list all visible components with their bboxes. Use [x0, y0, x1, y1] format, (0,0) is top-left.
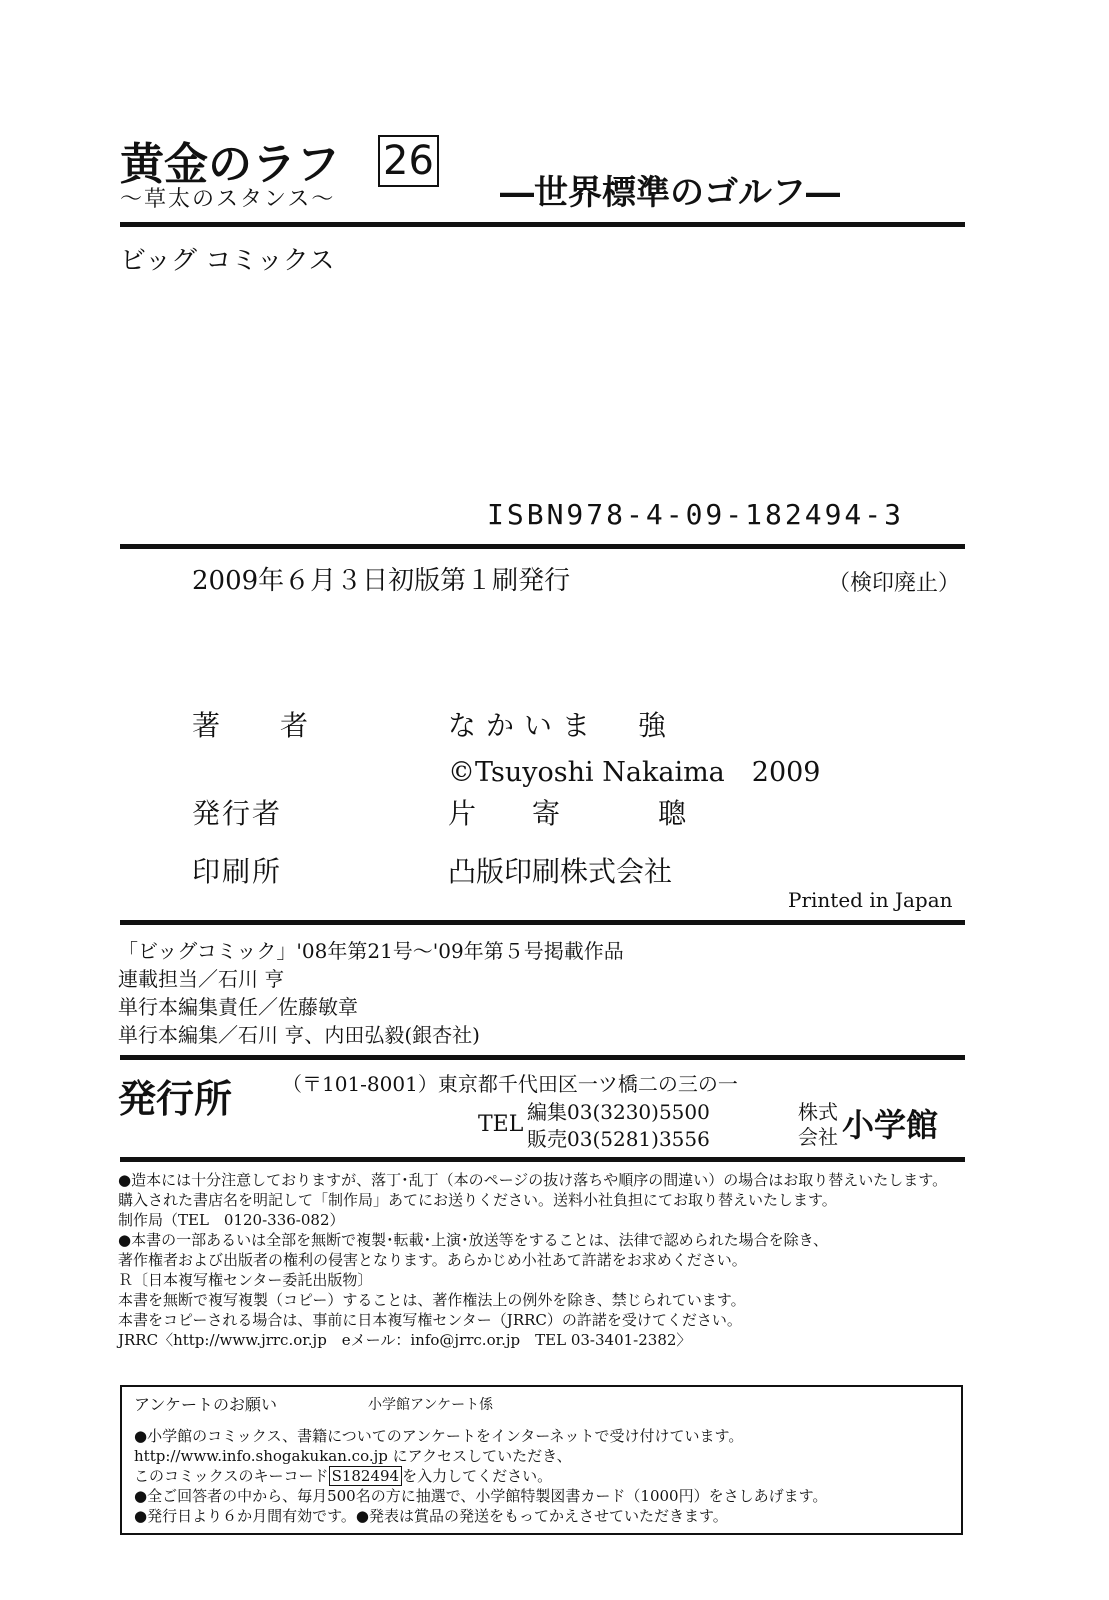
notice-line: Ｒ〔日本複写権センター委託出版物〕: [118, 1271, 373, 1289]
tel-edit: 編集03(3230)5500: [527, 1100, 710, 1124]
credit-role-publisher: 発行者: [192, 797, 283, 830]
notice-line: 本書をコピーされる場合は、事前に日本複写権センター（JRRC）の許諾を受けてください。: [118, 1311, 742, 1329]
publication-date: 2009年６月３日初版第１刷発行: [192, 566, 571, 596]
printed-in-japan: Printed in Japan: [788, 888, 953, 912]
staff-line: 連載担当／石川 亨: [118, 967, 285, 991]
keycode: S182494: [329, 1466, 403, 1486]
tel-sales: 販売03(5281)3556: [527, 1127, 710, 1151]
publisher-rule: [120, 1157, 965, 1162]
credit-author: なかいま 強: [448, 709, 677, 742]
survey-line: ●発行日より６か月間有効です。●発表は賞品の発送をもってかえさせていただきます。: [134, 1507, 728, 1525]
survey-line: ●小学館のコミックス、書籍についてのアンケートをインターネットで受け付けています。: [134, 1427, 744, 1445]
survey-dept: 小学館アンケート係: [368, 1397, 494, 1413]
corp-prefix: 株式: [798, 1100, 838, 1124]
credit-printer: 凸版印刷株式会社: [448, 855, 673, 888]
series-label: ビッグ コミックス: [120, 246, 335, 276]
volume-number: 26: [378, 135, 439, 187]
credit-role-printer: 印刷所: [192, 855, 283, 888]
staff-line: 単行本編集責任／佐藤敏章: [118, 995, 358, 1019]
staff-rule: [120, 1055, 965, 1060]
notice-line: 本書を無断で複写複製（コピー）することは、著作権法上の例外を除き、禁じられています。: [118, 1291, 746, 1309]
staff-line: 単行本編集／石川 亨、内田弘毅(銀杏社): [118, 1023, 480, 1047]
publisher-address: （〒101-8001）東京都千代田区一ツ橋二の三の一: [282, 1072, 738, 1096]
survey-url-line: http://www.info.shogakukan.co.jp にアクセスしていただき、: [134, 1447, 572, 1465]
book-subtitle: ～草太のスタンス～: [120, 187, 336, 212]
survey-keycode-line: このコミックスのキーコード S182494 を入力してください。: [134, 1467, 553, 1485]
credit-role-author: 著 者: [192, 709, 325, 742]
notice-line: 著作権者および出版者の権利の侵害となります。あらかじめ小社あて許諾をお求めください。: [118, 1251, 747, 1269]
volume-title: ―世界標準のゴルフ―: [500, 173, 840, 213]
corp-prefix: 会社: [798, 1125, 838, 1149]
publisher-name: 小学館: [842, 1106, 939, 1144]
publisher-heading: 発行所: [118, 1077, 233, 1121]
credits-rule: [120, 920, 965, 925]
notice-line: ●造本には十分注意しておりますが、落丁･乱丁（本のページの抜け落ちや順序の間違い）の場合はお取り替えいたします。: [118, 1171, 948, 1189]
notice-line: JRRC〈http://www.jrrc.or.jp eメール：info@jrrc.or.jp TEL 03-3401-2382〉: [118, 1331, 692, 1349]
header-rule: [120, 222, 965, 227]
copyright: ©Tsuyoshi Nakaima 2009: [448, 757, 821, 788]
tel-label: TEL: [478, 1112, 524, 1137]
survey-title: アンケートのお願い: [134, 1395, 278, 1414]
isbn-rule: [120, 544, 965, 549]
seal-note: （検印廃止）: [828, 571, 961, 596]
staff-line: 「ビッグコミック」'08年第21号～'09年第５号掲載作品: [118, 939, 624, 963]
notice-line: 制作局（TEL 0120-336-082）: [118, 1211, 345, 1229]
credit-publisher: 片 寄 聰: [448, 797, 701, 830]
book-title: 黄金のラフ: [120, 139, 340, 190]
survey-line: ●全ご回答者の中から、毎月500名の方に抽選で、小学館特製図書カード（1000円）をさしあげます。: [134, 1487, 828, 1505]
isbn: ISBN978-4-09-182494-3: [487, 498, 905, 531]
notice-line: 購入された書店名を明記して「制作局」あてにお送りください。送料小社負担にてお取り替えいたします。: [118, 1191, 837, 1209]
notice-line: ●本書の一部あるいは全部を無断で複製･転載･上演･放送等をすることは、法律で認められた場合を除き、: [118, 1231, 828, 1249]
